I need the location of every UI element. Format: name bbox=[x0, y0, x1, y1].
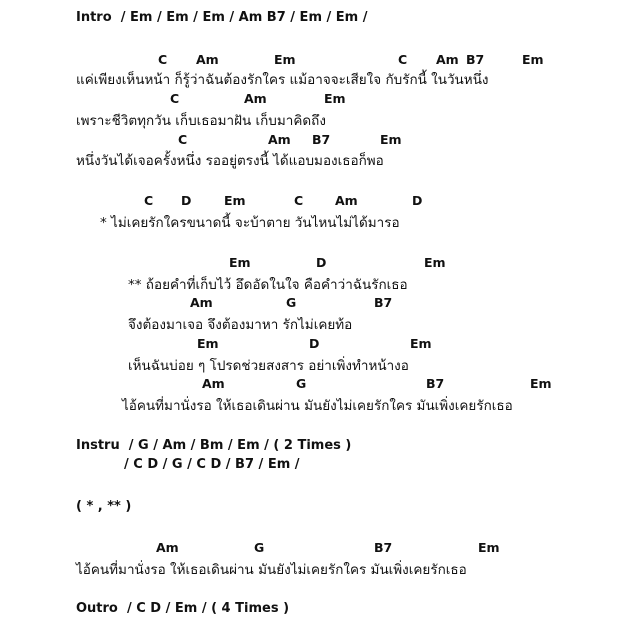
chord-g: G bbox=[254, 540, 265, 555]
chord-em: Em bbox=[478, 540, 500, 555]
chord-em: Em bbox=[229, 255, 251, 270]
chord-em: Em bbox=[424, 255, 446, 270]
chord-b7: B7 bbox=[426, 376, 445, 391]
chord-c: C bbox=[294, 193, 304, 208]
chord-g: G bbox=[296, 376, 307, 391]
chord-em: Em bbox=[380, 132, 402, 147]
intro-label: Intro bbox=[76, 10, 112, 25]
lyric-line: เพราะชีวิตทุกวัน เก็บเธอมาฝัน เก็บมาคิดถึง bbox=[76, 113, 326, 129]
instru-line-1 bbox=[76, 438, 351, 453]
lyric-line: เห็นฉันบ่อย ๆ โปรดช่วยสงสาร อย่าเพิ่งทำหน้างอ bbox=[128, 358, 409, 374]
chord-em: Em bbox=[522, 52, 544, 67]
chord-em: Em bbox=[530, 376, 552, 391]
lyric-line: ไอ้คนที่มานั่งรอ ให้เธอเดินผ่าน มันยังไม่เคยรักใคร มันเพิ่งเคยรักเธอ bbox=[122, 398, 513, 414]
chord-am: Am bbox=[202, 376, 225, 391]
lyric-line: ** ถ้อยคำที่เก็บไว้ อึดอัดในใจ คือคำว่าฉันรักเธอ bbox=[128, 277, 408, 293]
chord-am: Am bbox=[268, 132, 291, 147]
chord-am: Am bbox=[190, 295, 213, 310]
chord-b7: B7 bbox=[374, 295, 393, 310]
chord-am: Am bbox=[244, 91, 267, 106]
lyric-line: หนึ่งวันได้เจอครั้งหนึ่ง รออยู่ตรงนี้ ได้แอบมองเธอก็พอ bbox=[76, 153, 384, 169]
chord-d: D bbox=[181, 193, 192, 208]
lyric-line: จึงต้องมาเจอ จึงต้องมาหา รักไม่เคยท้อ bbox=[128, 317, 353, 333]
chord-b7: B7 bbox=[466, 52, 485, 67]
outro-label: Outro bbox=[76, 601, 118, 616]
chord-am: Am bbox=[335, 193, 358, 208]
chord-am: Am bbox=[436, 52, 459, 67]
chord-c: C bbox=[158, 52, 168, 67]
chord-b7: B7 bbox=[374, 540, 393, 555]
intro-chords: / Em / Em / Em / Am B7 / Em / Em / bbox=[120, 10, 368, 25]
outro-chords: / C D / Em / ( 4 Times ) bbox=[126, 601, 290, 616]
chord-em: Em bbox=[197, 336, 219, 351]
chord-d: D bbox=[316, 255, 327, 270]
chord-em: Em bbox=[224, 193, 246, 208]
chord-c: C bbox=[170, 91, 180, 106]
instru-label: Instru bbox=[76, 438, 120, 453]
chord-c: C bbox=[398, 52, 408, 67]
chord-b7: B7 bbox=[312, 132, 331, 147]
chord-em: Em bbox=[410, 336, 432, 351]
instru-line-2: / C D / G / C D / B7 / Em / bbox=[124, 457, 300, 472]
lyric-line: ไอ้คนที่มานั่งรอ ให้เธอเดินผ่าน มันยังไม่เคยรักใคร มันเพิ่งเคยรักเธอ bbox=[76, 562, 467, 578]
chord-c: C bbox=[178, 132, 188, 147]
chord-d: D bbox=[412, 193, 423, 208]
lyric-line: แค่เพียงเห็นหน้า ก็รู้ว่าฉันต้องรักใคร แม้อาจจะเสียใจ กับรักนี้ ในวันหนึ่ง bbox=[76, 72, 489, 88]
chord-em: Em bbox=[324, 91, 346, 106]
instru-chords-1: / G / Am / Bm / Em / ( 2 Times ) bbox=[128, 438, 352, 453]
chord-c: C bbox=[144, 193, 154, 208]
repeat-marker: ( * , ** ) bbox=[76, 499, 132, 514]
intro-line bbox=[76, 10, 367, 25]
chord-g: G bbox=[286, 295, 297, 310]
outro-line bbox=[76, 601, 289, 616]
chord-am: Am bbox=[156, 540, 179, 555]
chord-em: Em bbox=[274, 52, 296, 67]
lyric-line: * ไม่เคยรักใครขนาดนี้ จะบ้าตาย วันไหนไม่ได้มารอ bbox=[100, 215, 400, 231]
chord-am: Am bbox=[196, 52, 219, 67]
chord-d: D bbox=[309, 336, 320, 351]
